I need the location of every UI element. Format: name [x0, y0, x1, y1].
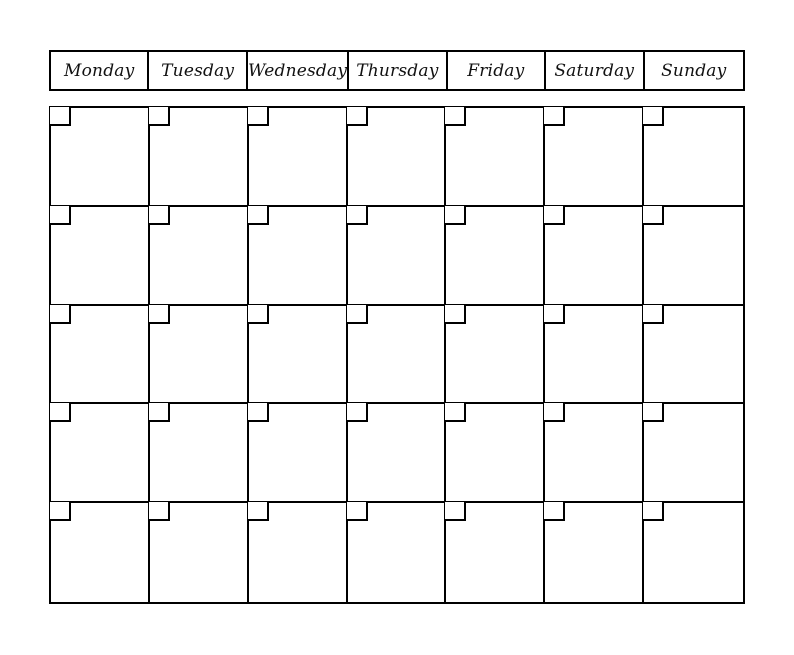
- date-number-box[interactable]: [643, 107, 664, 126]
- date-number-box[interactable]: [149, 107, 170, 126]
- date-number-box[interactable]: [445, 206, 466, 225]
- date-number-box[interactable]: [347, 305, 368, 324]
- day-cell[interactable]: [249, 306, 348, 405]
- date-number-box[interactable]: [149, 305, 170, 324]
- date-number-box[interactable]: [347, 107, 368, 126]
- date-number-box[interactable]: [643, 305, 664, 324]
- date-number-box[interactable]: [248, 502, 269, 521]
- day-cell[interactable]: [446, 404, 545, 503]
- day-cell[interactable]: [51, 404, 150, 503]
- date-number-box[interactable]: [149, 502, 170, 521]
- weekday-label-monday: Monday: [51, 52, 149, 89]
- day-cell[interactable]: [348, 306, 447, 405]
- weekday-label-sunday: Sunday: [661, 60, 727, 81]
- day-cell[interactable]: [545, 503, 644, 602]
- day-cell[interactable]: [348, 503, 447, 602]
- day-cell[interactable]: [51, 108, 150, 207]
- weekday-label-wednesday: Wednesday: [248, 52, 349, 89]
- day-cell[interactable]: [446, 503, 545, 602]
- date-number-box[interactable]: [643, 502, 664, 521]
- day-cell[interactable]: [644, 503, 743, 602]
- day-cell[interactable]: [545, 306, 644, 405]
- day-cell[interactable]: [150, 404, 249, 503]
- date-number-box[interactable]: [445, 502, 466, 521]
- day-cell[interactable]: [150, 207, 249, 306]
- date-number-box[interactable]: [643, 403, 664, 422]
- date-number-box[interactable]: [347, 502, 368, 521]
- day-cell[interactable]: [51, 207, 150, 306]
- day-cell[interactable]: [446, 108, 545, 207]
- day-cell[interactable]: [150, 503, 249, 602]
- date-number-box[interactable]: [347, 206, 368, 225]
- date-number-box[interactable]: [248, 403, 269, 422]
- weekday-label-thursday: Thursday: [349, 52, 447, 89]
- calendar-grid: [49, 106, 745, 604]
- date-number-box[interactable]: [544, 107, 565, 126]
- date-number-box[interactable]: [149, 403, 170, 422]
- day-cell[interactable]: [446, 306, 545, 405]
- day-cell[interactable]: [51, 503, 150, 602]
- day-cell[interactable]: [644, 108, 743, 207]
- day-cell[interactable]: [249, 503, 348, 602]
- day-cell[interactable]: [644, 207, 743, 306]
- date-number-box[interactable]: [248, 107, 269, 126]
- date-number-box[interactable]: [248, 206, 269, 225]
- day-cell[interactable]: [249, 207, 348, 306]
- day-cell[interactable]: [348, 108, 447, 207]
- weekday-header: [49, 50, 745, 91]
- day-cell[interactable]: [249, 404, 348, 503]
- day-cell[interactable]: [545, 108, 644, 207]
- day-cell[interactable]: [545, 404, 644, 503]
- weekday-label-friday: Friday: [448, 52, 546, 89]
- date-number-box[interactable]: [248, 305, 269, 324]
- date-number-box[interactable]: [50, 107, 71, 126]
- day-cell[interactable]: [51, 306, 150, 405]
- date-number-box[interactable]: [347, 403, 368, 422]
- weekday-label-saturday: Saturday: [546, 52, 644, 89]
- day-cell[interactable]: [644, 306, 743, 405]
- day-cell[interactable]: [150, 108, 249, 207]
- day-cell[interactable]: [644, 404, 743, 503]
- date-number-box[interactable]: [445, 403, 466, 422]
- day-cell[interactable]: [348, 404, 447, 503]
- date-number-box[interactable]: [643, 206, 664, 225]
- date-number-box[interactable]: [544, 305, 565, 324]
- date-number-box[interactable]: [50, 403, 71, 422]
- day-cell[interactable]: [348, 207, 447, 306]
- date-number-box[interactable]: [445, 305, 466, 324]
- date-number-box[interactable]: [544, 502, 565, 521]
- date-number-box[interactable]: [544, 403, 565, 422]
- day-cell[interactable]: [249, 108, 348, 207]
- date-number-box[interactable]: [50, 502, 71, 521]
- date-number-box[interactable]: [445, 107, 466, 126]
- day-cell[interactable]: [446, 207, 545, 306]
- date-number-box[interactable]: [50, 206, 71, 225]
- day-cell[interactable]: [150, 306, 249, 405]
- weekday-label-tuesday: Tuesday: [149, 52, 247, 89]
- date-number-box[interactable]: [149, 206, 170, 225]
- date-number-box[interactable]: [50, 305, 71, 324]
- date-number-box[interactable]: [544, 206, 565, 225]
- day-cell[interactable]: [545, 207, 644, 306]
